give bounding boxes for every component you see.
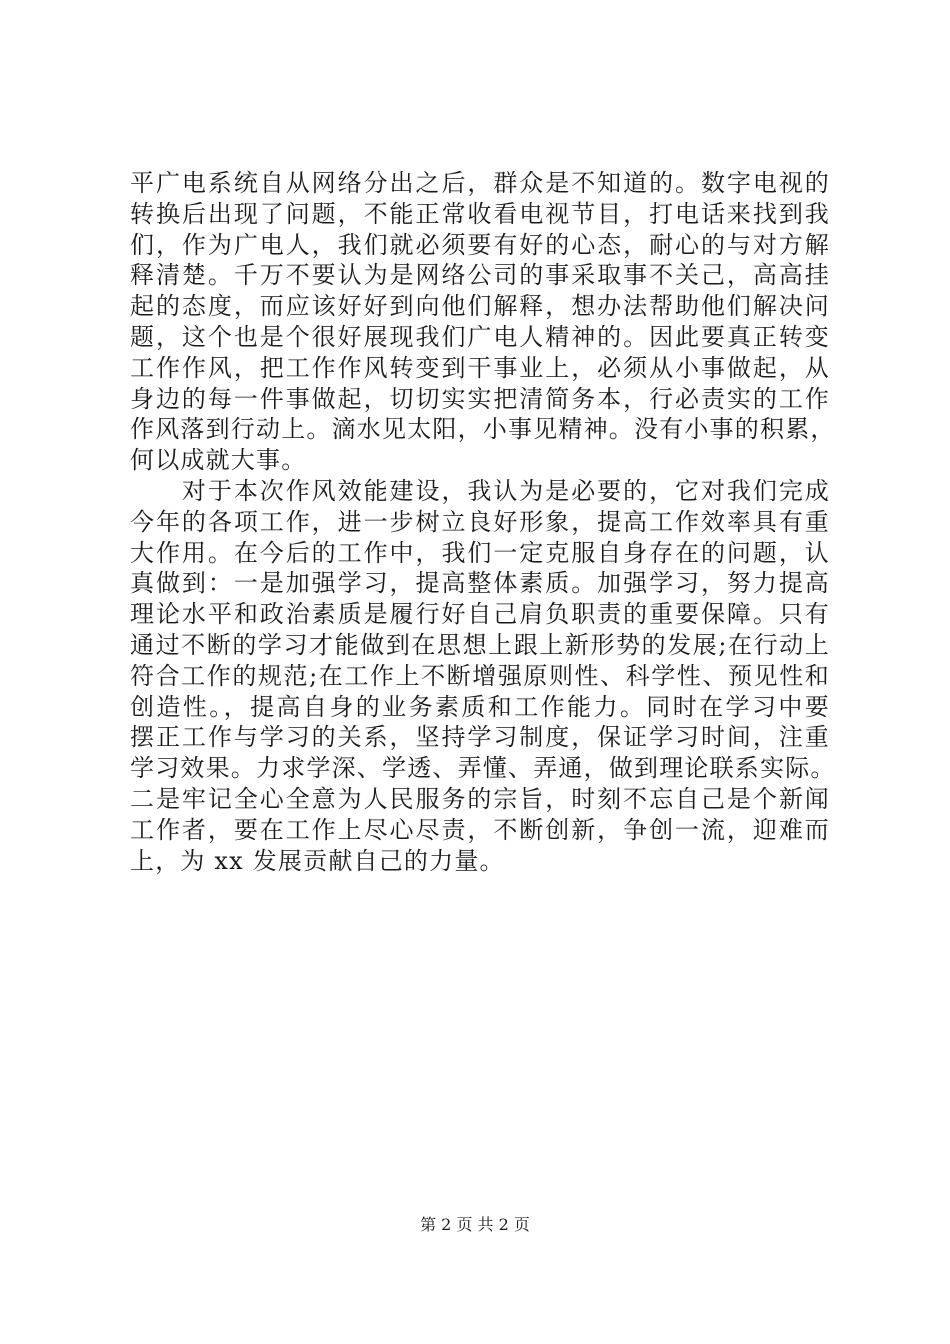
text-line: 创造性。，提高自身的业务素质和工作能力。同时在学习中要 [130,692,830,721]
text-line: 转换后出现了问题，不能正常收看电视节目，打电话来找到我 [130,199,830,228]
text-line: 大作用。在今后的工作中，我们一定克服自身存在的问题，认 [130,538,830,567]
document-body [130,168,836,876]
text-line: 释清楚。千万不要认为是网络公司的事采取事不关己，高高挂 [130,261,830,290]
text-line: 二是牢记全心全意为人民服务的宗旨，时刻不忘自己是个新闻 [130,784,830,813]
text-line: 作风落到行动上。滴水见太阳，小事见精神。没有小事的积累， [130,415,836,444]
text-line: 真做到：一是加强学习，提高整体素质。加强学习，努力提高 [130,569,830,598]
text-line: 上，为 xx 发展贡献自己的力量。 [130,846,505,875]
text-line: 摆正工作与学习的关系，坚持学习制度，保证学习时间，注重 [130,723,830,752]
text-line: 符合工作的规范;在工作上不断增强原则性、科学性、预见性和 [130,661,830,690]
text-line: 学习效果。力求学深、学透、弄懂、弄通，做到理论联系实际。 [130,754,836,783]
text-line: 身边的每一件事做起，切切实实把清简务本，行必责实的工作 [130,384,830,413]
text-line: 今年的各项工作，进一步树立良好形象，提高工作效率具有重 [130,507,830,536]
text-line: 理论水平和政治素质是履行好自己肩负职责的重要保障。只有 [130,600,830,629]
text-line: 通过不断的学习才能做到在思想上跟上新形势的发展;在行动上 [130,630,830,659]
text-line: 何以成就大事。 [130,446,307,475]
text-line: 题，这个也是个很好展现我们广电人精神的。因此要真正转变 [130,322,830,351]
text-line: 工作者，要在工作上尽心尽责，不断创新，争创一流，迎难而 [130,815,830,844]
text-line: 们，作为广电人，我们就必须要有好的心态，耐心的与对方解 [130,230,830,259]
page-number-footer: 第 2 页 共 2 页 [420,1215,530,1234]
text-line: 工作作风，把工作作风转变到干事业上，必须从小事做起，从 [130,353,830,382]
text-line: 平广电系统自从网络分出之后，群众是不知道的。数字电视的 [130,169,830,197]
text-line: 对于本次作风效能建设，我认为是必要的，它对我们完成 [130,476,830,505]
text-line: 起的态度，而应该好好到向他们解释，想办法帮助他们解决问 [130,292,830,321]
